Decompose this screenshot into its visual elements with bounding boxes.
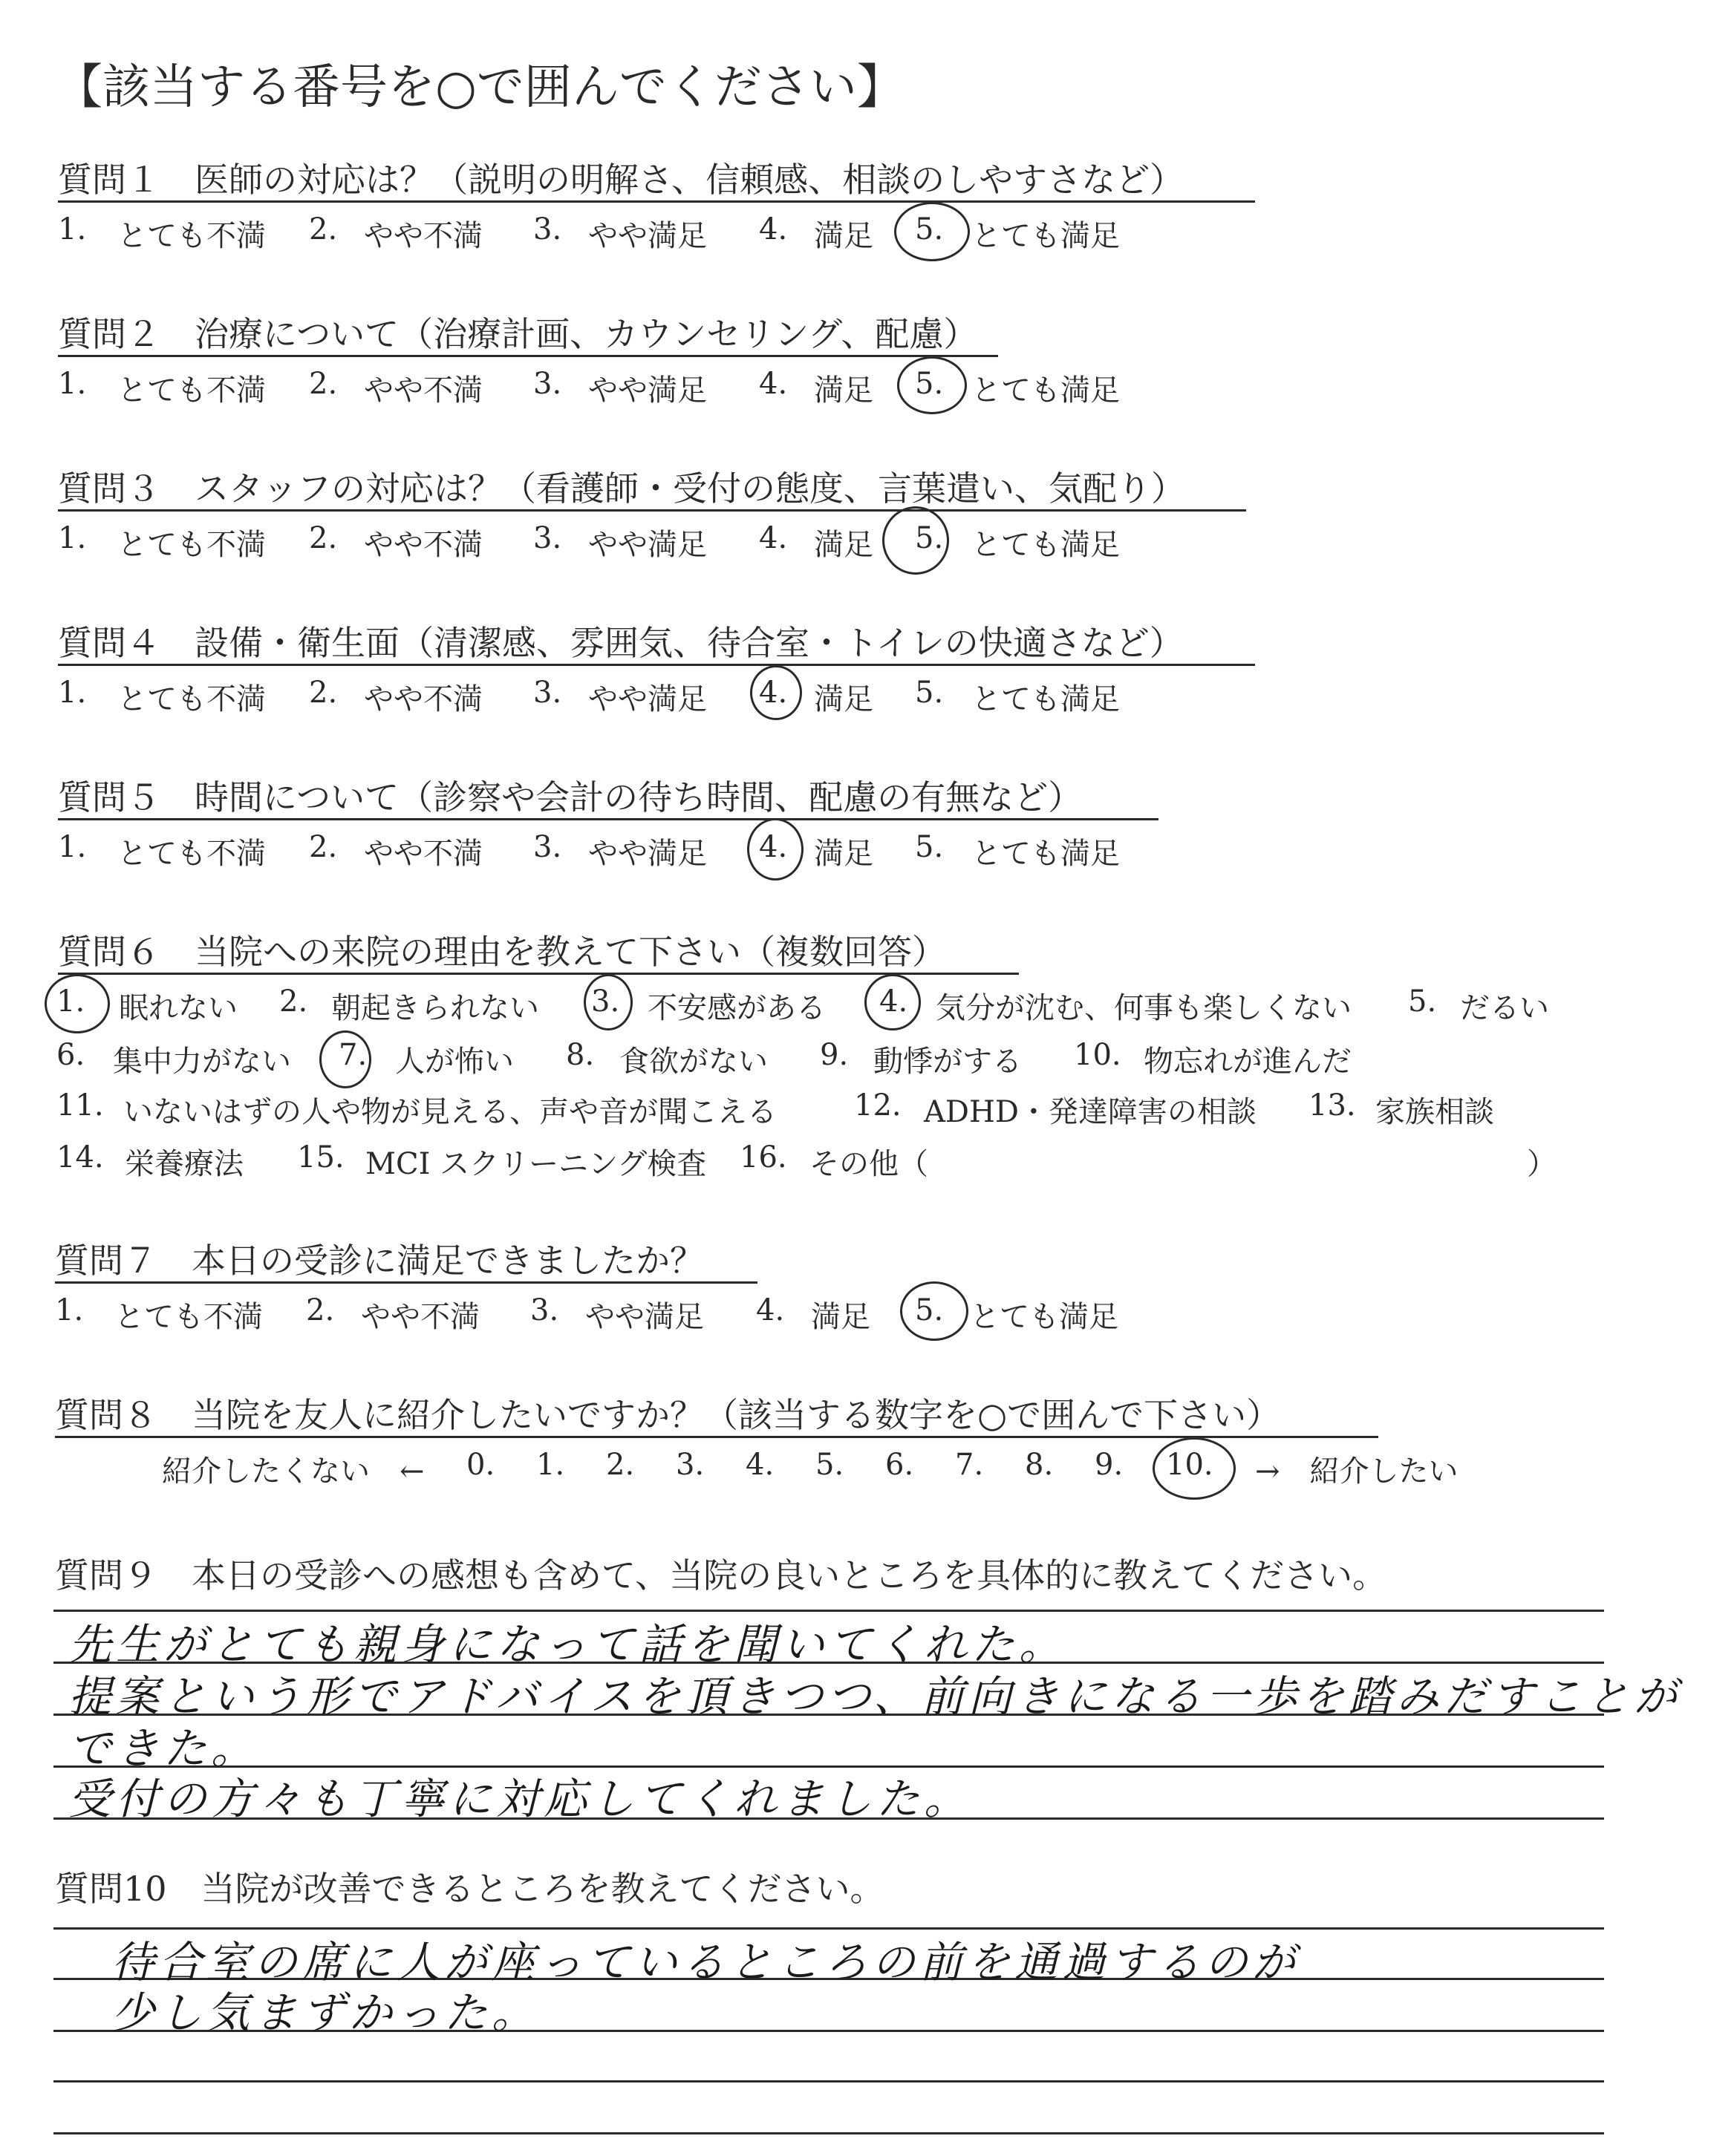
- option-label: 満足: [811, 1300, 870, 1334]
- handwritten-answer-line: 受付の方々も丁寧に対応してくれました。: [68, 1774, 972, 1824]
- question-7-title: 質問７ 本日の受診に満足できましたか？: [55, 1241, 704, 1281]
- option-label: やや不満: [364, 219, 483, 253]
- scale-option[interactable]: 2.: [606, 1448, 635, 1482]
- option-number-selected[interactable]: 5.: [915, 212, 944, 246]
- reason-number-selected[interactable]: 4.: [879, 984, 908, 1019]
- reason-label: いないはずの人や物が見える、声や音が聞こえる: [123, 1095, 777, 1129]
- question-2-title: 質問２ 治療について（治療計画、カウンセリング、配慮）: [58, 314, 978, 354]
- option-number[interactable]: 5.: [915, 830, 944, 864]
- option-number[interactable]: 2.: [306, 1293, 335, 1327]
- option-label: やや満足: [588, 837, 707, 871]
- scale-option[interactable]: 4.: [746, 1448, 775, 1482]
- handwritten-answer-line: 待合室の席に人が座っているところの前を通過するのが: [111, 1937, 1300, 1987]
- option-number[interactable]: 1.: [58, 676, 87, 710]
- answer-line: [53, 2132, 1604, 2134]
- option-number[interactable]: 5.: [915, 676, 944, 710]
- reason-label: 家族相談: [1375, 1095, 1494, 1129]
- option-number[interactable]: 3.: [533, 830, 562, 864]
- option-number[interactable]: 4.: [759, 367, 788, 401]
- reason-label: 不安感がある: [648, 991, 826, 1025]
- question-4-underline: [58, 664, 1255, 666]
- answer-line: [53, 2080, 1604, 2082]
- option-label: とても不満: [117, 219, 266, 253]
- reason-label: 物忘れが進んだ: [1144, 1045, 1352, 1079]
- option-number[interactable]: 1.: [58, 830, 87, 864]
- reason-label: 動悸がする: [873, 1045, 1022, 1079]
- reason-label: ADHD・発達障害の相談: [924, 1095, 1257, 1129]
- scale-option[interactable]: 8.: [1025, 1448, 1054, 1482]
- reason-label: 食欲がない: [619, 1045, 768, 1079]
- reason-number[interactable]: 16.: [740, 1140, 787, 1175]
- option-label: やや満足: [588, 373, 707, 408]
- page-title: 【該当する番号を○で囲んでください】: [55, 60, 905, 115]
- reason-number[interactable]: 12.: [854, 1088, 902, 1123]
- reason-label: だるい: [1460, 991, 1549, 1025]
- scale-option[interactable]: 5.: [815, 1448, 844, 1482]
- option-number[interactable]: 1.: [55, 1293, 84, 1327]
- scale-option[interactable]: 1.: [536, 1448, 565, 1482]
- question-8-title: 質問８ 当院を友人に紹介したいですか？（該当する数字を○で囲んで下さい）: [55, 1395, 1281, 1435]
- option-number[interactable]: 3.: [533, 367, 562, 401]
- option-label: やや不満: [364, 682, 483, 716]
- reason-label: 栄養療法: [125, 1147, 244, 1181]
- option-label: やや満足: [588, 528, 707, 562]
- question-2-underline: [58, 355, 998, 357]
- option-number[interactable]: 4.: [759, 521, 788, 555]
- option-label: とても満足: [970, 1300, 1118, 1334]
- option-label: とても満足: [971, 837, 1120, 871]
- reason-number[interactable]: 13.: [1308, 1088, 1356, 1123]
- reason-number[interactable]: 10.: [1074, 1038, 1121, 1072]
- reason-number-selected[interactable]: 1.: [56, 984, 85, 1019]
- reason-number[interactable]: 9.: [820, 1038, 849, 1072]
- question-10-title: 質問10 当院が改善できるところを教えてください。: [55, 1869, 884, 1909]
- option-number[interactable]: 2.: [309, 830, 338, 864]
- reason-label: MCI スクリーニング検査: [365, 1147, 707, 1181]
- question-8-underline: [55, 1436, 1378, 1438]
- reason-label: 人が怖い: [395, 1045, 514, 1079]
- option-label: とても不満: [117, 373, 266, 408]
- scale-option[interactable]: 3.: [676, 1448, 705, 1482]
- reason-number[interactable]: 5.: [1408, 984, 1437, 1019]
- option-label: とても満足: [971, 682, 1120, 716]
- reason-number[interactable]: 14.: [56, 1140, 104, 1175]
- option-label: やや不満: [364, 373, 483, 408]
- option-number-selected[interactable]: 5.: [915, 1293, 944, 1327]
- question-6-underline: [58, 973, 1019, 975]
- option-number[interactable]: 2.: [309, 521, 338, 555]
- reason-number-selected[interactable]: 3.: [591, 984, 620, 1019]
- option-number[interactable]: 3.: [533, 212, 562, 246]
- reason-label: 眠れない: [119, 991, 238, 1025]
- option-number-selected[interactable]: 5.: [915, 367, 944, 401]
- scale-right-label: → 紹介したい: [1255, 1454, 1459, 1489]
- question-1-underline: [58, 200, 1255, 203]
- answer-circle-mark: [894, 202, 970, 261]
- option-label: とても不満: [117, 837, 266, 871]
- scale-option[interactable]: 0.: [466, 1448, 495, 1482]
- option-number[interactable]: 2.: [309, 367, 338, 401]
- question-5-title: 質問５ 時間について（診察や会計の待ち時間、配慮の有無など）: [58, 777, 1083, 817]
- option-number-selected[interactable]: 4.: [759, 676, 788, 710]
- reason-number[interactable]: 11.: [56, 1088, 104, 1123]
- other-label: その他（: [809, 1147, 928, 1181]
- option-number[interactable]: 1.: [58, 212, 87, 246]
- reason-label: 気分が沈む、何事も楽しくない: [936, 991, 1352, 1025]
- question-5-underline: [58, 818, 1158, 820]
- option-label: とても不満: [117, 682, 266, 716]
- option-label: やや不満: [364, 528, 483, 562]
- option-label: とても不満: [117, 528, 266, 562]
- option-label: とても不満: [114, 1300, 263, 1334]
- option-number[interactable]: 2.: [309, 212, 338, 246]
- option-label: 満足: [814, 837, 873, 871]
- answer-circle-mark: [319, 1030, 371, 1088]
- handwritten-answer-line: 提案という形でアドバイスを頂きつつ、前向きになる一歩を踏みだすことが: [68, 1671, 1681, 1722]
- scale-option[interactable]: 6.: [885, 1448, 914, 1482]
- option-label: とても満足: [971, 219, 1120, 253]
- scale-option-selected[interactable]: 10.: [1166, 1448, 1213, 1482]
- option-number-selected[interactable]: 5.: [915, 521, 944, 555]
- answer-circle-mark: [897, 356, 967, 414]
- other-close-paren: ）: [1527, 1147, 1557, 1181]
- option-label: やや満足: [588, 219, 707, 253]
- option-label: とても満足: [971, 528, 1120, 562]
- question-3-title: 質問３ スタッフの対応は？（看護師・受付の態度、言葉遣い、気配り）: [58, 468, 1185, 509]
- option-label: とても満足: [971, 373, 1120, 408]
- question-3-underline: [58, 509, 1246, 512]
- reason-number-selected[interactable]: 7.: [339, 1038, 368, 1072]
- answer-circle-mark: [747, 818, 804, 881]
- option-label: 満足: [814, 682, 873, 716]
- answer-circle-mark: [45, 974, 110, 1033]
- answer-circle-mark: [1153, 1437, 1236, 1500]
- option-number[interactable]: 3.: [533, 521, 562, 555]
- option-number[interactable]: 4.: [759, 212, 788, 246]
- scale-left-label: 紹介したくない ←: [162, 1454, 425, 1489]
- question-4-title: 質問４ 設備・衛生面（清潔感、雰囲気、待合室・トイレの快適さなど）: [58, 623, 1184, 663]
- option-label: 満足: [814, 528, 873, 562]
- answer-circle-mark: [584, 974, 633, 1030]
- reason-number[interactable]: 6.: [56, 1038, 85, 1072]
- answer-circle-mark: [882, 506, 949, 575]
- handwritten-answer-line: 先生がとても親身になって話を聞いてくれた。: [68, 1619, 1067, 1670]
- answer-circle-mark: [864, 974, 921, 1030]
- option-label: 満足: [814, 219, 873, 253]
- scale-option[interactable]: 9.: [1095, 1448, 1124, 1482]
- option-number-selected[interactable]: 4.: [759, 830, 788, 864]
- option-label: 満足: [814, 373, 873, 408]
- option-label: やや不満: [364, 837, 483, 871]
- option-number[interactable]: 4.: [756, 1293, 785, 1327]
- answer-circle-mark: [750, 665, 802, 720]
- handwritten-answer-line: 少し気まずかった。: [111, 1987, 540, 2038]
- reason-number[interactable]: 2.: [279, 984, 308, 1019]
- option-number[interactable]: 3.: [530, 1293, 559, 1327]
- option-number[interactable]: 1.: [58, 367, 87, 401]
- question-9-title: 質問９ 本日の受診への感想も含めて、当院の良いところを具体的に教えてください。: [55, 1555, 1387, 1595]
- reason-number[interactable]: 8.: [566, 1038, 595, 1072]
- answer-circle-mark: [900, 1281, 968, 1341]
- option-number[interactable]: 3.: [533, 676, 562, 710]
- question-7-underline: [55, 1281, 757, 1284]
- question-6-title: 質問６ 当院への来院の理由を教えて下さい（複数回答）: [58, 932, 946, 972]
- scale-option[interactable]: 7.: [955, 1448, 984, 1482]
- reason-label: 集中力がない: [113, 1045, 291, 1079]
- option-label: やや満足: [585, 1300, 704, 1334]
- option-label: やや満足: [588, 682, 707, 716]
- option-number[interactable]: 1.: [58, 521, 87, 555]
- option-number[interactable]: 2.: [309, 676, 338, 710]
- reason-number[interactable]: 15.: [297, 1140, 345, 1175]
- question-1-title: 質問１ 医師の対応は？（説明の明解さ、信頼感、相談のしやすさなど）: [58, 160, 1184, 200]
- option-label: やや不満: [361, 1300, 480, 1334]
- handwritten-answer-line: できた。: [68, 1723, 259, 1774]
- reason-label: 朝起きられない: [331, 991, 539, 1025]
